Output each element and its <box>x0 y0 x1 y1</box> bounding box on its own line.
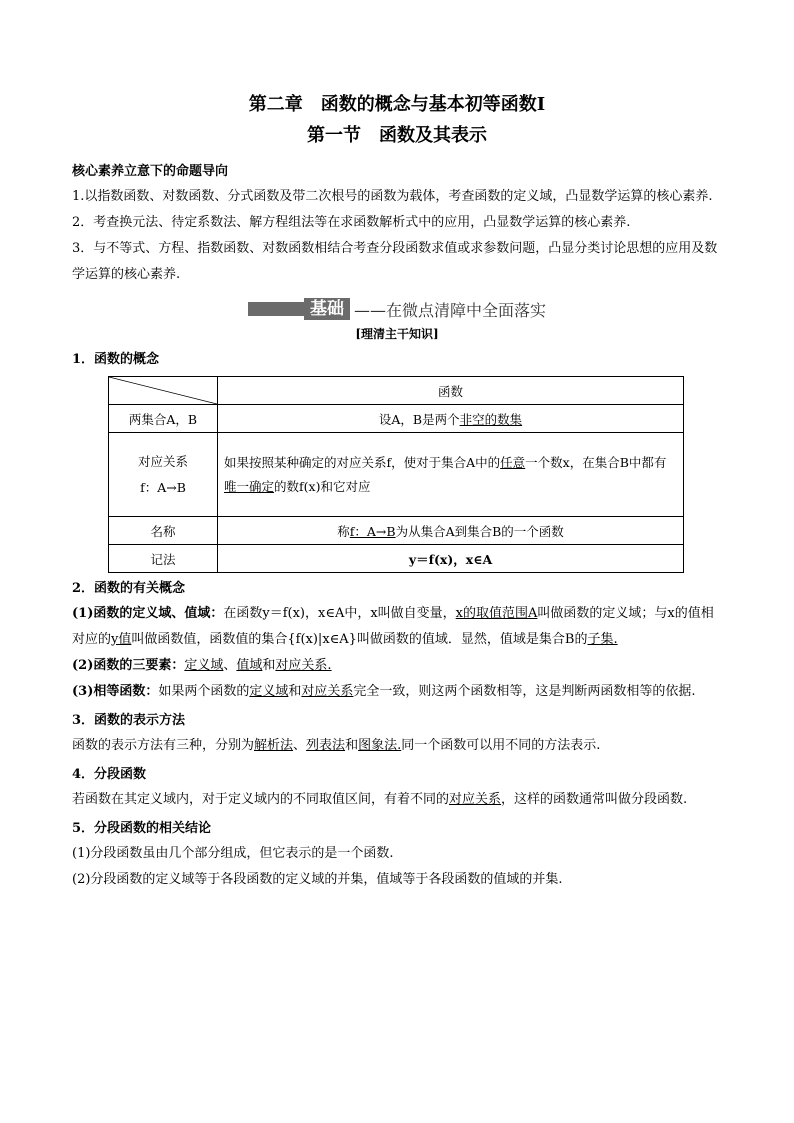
row3-underlined: f：A→B <box>349 523 396 539</box>
s2-p2-sep2: 和 <box>262 658 276 673</box>
row3-value <box>218 517 684 545</box>
s2-p1-c: 叫做函数值，函数值的集合{f(x)|x∈A}叫做函数的值域．显然，值域是集合B的 <box>131 632 588 647</box>
s2-p2-u2: 值域 <box>236 658 263 673</box>
row1-text: 设A，B是两个 <box>378 411 460 427</box>
row2-text-a: 如果按照某种确定的对应关系f，使对于集合A中的 <box>224 454 501 470</box>
row2-underlined-1: 任意 <box>500 454 526 470</box>
s2-p1-u1: x的取值范围A <box>455 606 538 621</box>
chapter-title: 第二章 函数的概念与基本初等函数Ⅰ <box>248 94 546 115</box>
s2-p3-c: 完全一致，则这两个函数相等，这是判断两函数相等的依据. <box>353 684 696 699</box>
s2-p3-b: 和 <box>288 684 302 699</box>
row4-value: y＝f(x)，x∈A <box>218 545 684 573</box>
row2-value <box>218 433 684 517</box>
row1-value <box>218 405 684 433</box>
s3-p-u1: 解析法 <box>254 738 294 753</box>
s3-p-s1: 、 <box>293 738 307 753</box>
s3-p-b: 同一个函数可以用不同的方法表示. <box>401 738 601 753</box>
row3-label: 名称 <box>109 517 218 545</box>
core-heading: 核心素养立意下的命题导向 <box>72 164 229 179</box>
s2-p3-u1: 定义域 <box>249 684 289 699</box>
s3-heading: 3．函数的表示方法 <box>72 713 186 728</box>
s2-p2-u1: 定义域 <box>184 658 224 673</box>
table-header: 函数 <box>218 377 684 405</box>
s2-p3-u2: 对应关系 <box>301 684 354 699</box>
s4-heading: 4．分段函数 <box>72 767 147 782</box>
s2-p2-sep1: 、 <box>223 658 237 673</box>
row3-text-a: 称 <box>337 523 350 539</box>
diagonal-line <box>109 377 217 404</box>
s2-p1-a: 在函数y＝f(x)，x∈A中，x叫做自变量， <box>223 606 456 621</box>
s2-p1-u3: 子集. <box>587 632 618 647</box>
s2-p1-label: (1)函数的定义域、值域： <box>72 606 224 621</box>
row2-label-line2: f：A→B <box>140 479 186 495</box>
row1-underlined: 非空的数集 <box>459 411 523 427</box>
s2-p1-u2: y值 <box>111 632 132 647</box>
s3-p <box>72 733 722 759</box>
core-item-1: 1.以指数函数、对数函数、分式函数及带二次根号的函数为载体，考查函数的定义域，凸显数学运算的核心素养. <box>72 189 713 204</box>
s3-p-s2: 和 <box>345 738 359 753</box>
row4-label: 记法 <box>109 545 218 573</box>
row2-text-b: 一个数x，在集合B中都有 <box>525 454 667 470</box>
s2-p2-u3: 对应关系. <box>275 658 332 673</box>
s1-heading: 1．函数的概念 <box>72 352 160 367</box>
s2-p1 <box>72 601 722 653</box>
s2-p1-b: 叫做函数的定义域；与x的值相对应的 <box>72 606 714 647</box>
s5-item-2: (2)分段函数的定义域等于各段函数的定义域的并集，值域等于各段函数的值域的并集. <box>72 872 563 887</box>
core-item-3: 3．与不等式、方程、指数函数、对数函数相结合考查分段函数求值或求参数问题，凸显分类讨论思想的应用及数学运算的核心素养. <box>72 241 718 282</box>
document-page <box>72 90 722 893</box>
s4-p <box>72 787 722 813</box>
s3-p-u2: 列表法 <box>306 738 346 753</box>
subheading: [理清主干知识] <box>355 327 439 341</box>
s3-p-a: 函数的表示方法有三种，分别为 <box>72 738 255 753</box>
s4-p-a: 若函数在其定义域内，对于定义域内的不同取值区间，有着不同的 <box>72 792 450 807</box>
s2-p3-label: (3)相等函数： <box>72 684 159 699</box>
banner-main: 基础 <box>304 298 350 320</box>
section-title: 第一节 函数及其表示 <box>307 125 487 146</box>
s2-heading: 2．函数的有关概念 <box>72 581 186 596</box>
row3-text-b: 为从集合A到集合B的一个函数 <box>395 523 564 539</box>
s2-p2-label: (2)函数的三要素： <box>72 658 185 673</box>
row2-label <box>109 433 218 517</box>
row2-text-c: 的数f(x)和它对应 <box>274 478 371 494</box>
s4-p-u: 对应关系 <box>449 792 502 807</box>
row1-label: 两集合A，B <box>109 405 218 433</box>
function-definition-table <box>108 376 684 573</box>
s4-p-b: ，这样的函数通常叫做分段函数. <box>501 792 688 807</box>
banner-bar <box>248 302 304 316</box>
s3-p-u3: 图象法. <box>358 738 402 753</box>
s2-p3 <box>72 679 722 705</box>
s5-item-1: (1)分段函数虽由几个部分组成，但它表示的是一个函数. <box>72 846 394 861</box>
s2-p2 <box>72 653 722 679</box>
s2-p3-a: 如果两个函数的 <box>158 684 250 699</box>
banner-sub: ——在微点清障中全面落实 <box>353 300 546 320</box>
core-item-2: 2．考查换元法、待定系数法、解方程组法等在求函数解析式中的应用，凸显数学运算的核心素养. <box>72 215 631 230</box>
row2-underlined-2: 唯一确定 <box>224 478 275 494</box>
row2-label-line1: 对应关系 <box>137 453 188 469</box>
basics-banner <box>72 298 722 320</box>
table-corner-cell <box>109 377 218 405</box>
s5-heading: 5．分段函数的相关结论 <box>72 821 212 836</box>
